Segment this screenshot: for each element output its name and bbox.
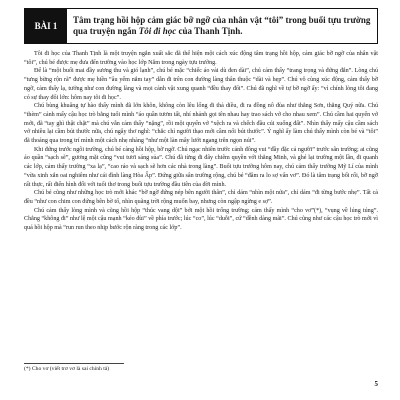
lesson-header <box>24 8 378 44</box>
paragraph: Để là “một buổi mai đầy sương thu và gió lạnh”, chú bé mặc “chiếc áo vải dù đen dài”, chú cảm thấy “trang trọng và đứng đắn”. Lòng chú “tưng bừng rộn rã” được mẹ hiền “âu yếm nắm tay” dẫn đi trên con đường làng thân thuộc “dài và hẹp”. Chú vô cùng xúc động, cảm thấy bỡ ngỡ, cảm thấy lạ, tưởng như con đường làng và mọi cảnh vật xung quanh “đều thay đổi”. Chú đã nghĩ về tự bỡ ngỡ ấy: “vì chính lòng tôi đang có sự thay đổi lớn: hôm nay tôi đi học”. <box>24 68 378 101</box>
essay-body <box>24 50 378 233</box>
lesson-title-part1: Tâm trạng hồi hộp cảm giác bỡ ngỡ của nhân vật “tôi” trong buổi tựu trường qua truyện ngắn <box>73 15 371 36</box>
paragraph: Tôi đi học của Thanh Tịnh là một truyện ngắn xuất sắc đã thể hiện một cách xúc động tâm trạng hồi hộp, cảm giác bỡ ngỡ của nhân vật “tôi”, chú bé được mẹ đưa đến trường vào học lớp Năm trong ngày tựu trường. <box>24 51 378 66</box>
paragraph: Chú cảm thấy lòng mình và cũng hồi hộp “thúc vang dội” bởi một hồi trống trường; cảm thấy mình “cho vơ”(*), “vụng về lúng túng”. Chẳng “không đi” như lệ một cậu mạnh “kéo đùi” về phía trước; lúc “co”, lúc “duỗi”, cứ “dềnh dàng mãi”. Chú cũng như các cậu học trò mới vì quá hồi hộp mà “run run theo nhịp bước rộn ràng trong các lớp”. <box>24 207 378 232</box>
paragraph: Chú bùng khuâng tự hào thấy mình đã lớn khôn, không còn lêu lổng đi thả diều, đi ra đồng nô đùa như thằng Sơn, thằng Quý nữa. Chú “thèm” cảnh mấy cậu học trò bằng tuổi mình “áo quần tươm tất, nhí nhảnh gọi tên nhau hay trao sách vở cho nhau xem”. Chú cầm hai quyển vở mới, đã “tay ghì thật chặt” mà chú vẫn cảm thấy “nặng”, rồi một quyển vở “xệch ra và chếch đầu cúi xuống đất”. Nhìn thấy mấy cậu cầm sách vở nhiều lại cầm bút thước nữa, chú ngây thơ nghĩ: “chắc chỉ người thạo mới cầm nổi bút thước”. Ý nghĩ ấy làm chú thấy mình còn bé và “tôi” đã thoáng qua trong trí mình một cách nhẹ nhàng “như một làn mây lướt ngang trên ngọn núi”. <box>24 103 378 145</box>
lesson-title <box>67 9 377 43</box>
paragraph: Khi đứng trước ngôi trường, chú bé càng hồi hộp, bỡ ngỡ. Chú ngạc nhiên trước cảnh đông vui “đầy đặc cả người” trước sân trường; ai cũng áo quần “sạch sẽ”, gương mặt cũng “vui tươi sáng sủa”. Chú đã từng đi đây chiêm quyền với thằng Minh, và ghé lại trường một lần, đi quanh các lớp, cảm thấy trường “xa lạ”, “cao ráo và sạch sẽ hơn các nhà trong làng”. Buổi tựu trường hôm nay, chú cảm thấy trường Mỹ Lí của mình “vừa xinh xắn oai nghiêm như cái đình làng Hòa Ấp”. Đứng giữa sân trường rộng, chú bé “đâm ra lo sợ vẩn vơ”. Đó là tâm trạng bối rối, bỡ ngỡ rất thực, rất điển hình đối với tuổi thơ trong buổi tựu trường đầu tiên của đời mình. <box>24 146 378 188</box>
lesson-title-part2: của Thanh Tịnh. <box>176 26 243 36</box>
lesson-badge: BÀI 1 <box>25 9 67 43</box>
page-number: 5 <box>374 380 378 388</box>
footnote-divider <box>24 363 124 364</box>
paragraph: Chú bé cũng như những học trò mới khác “bỡ ngỡ đứng nép bên người thân”, chỉ dám “nhìn một nửa”, chỉ dám “đi từng bước nhẹ”. Tất cả đều “như con chim con đứng bên bờ tổ, nhìn quãng trời rộng muốn bay, nhưng còn ngập ngừng e sợ”. <box>24 190 378 205</box>
footnote: (*) Cho vơ (viết trơ vơ là sai chính tả) <box>24 366 110 372</box>
lesson-title-work: Tôi đi học <box>138 26 177 36</box>
